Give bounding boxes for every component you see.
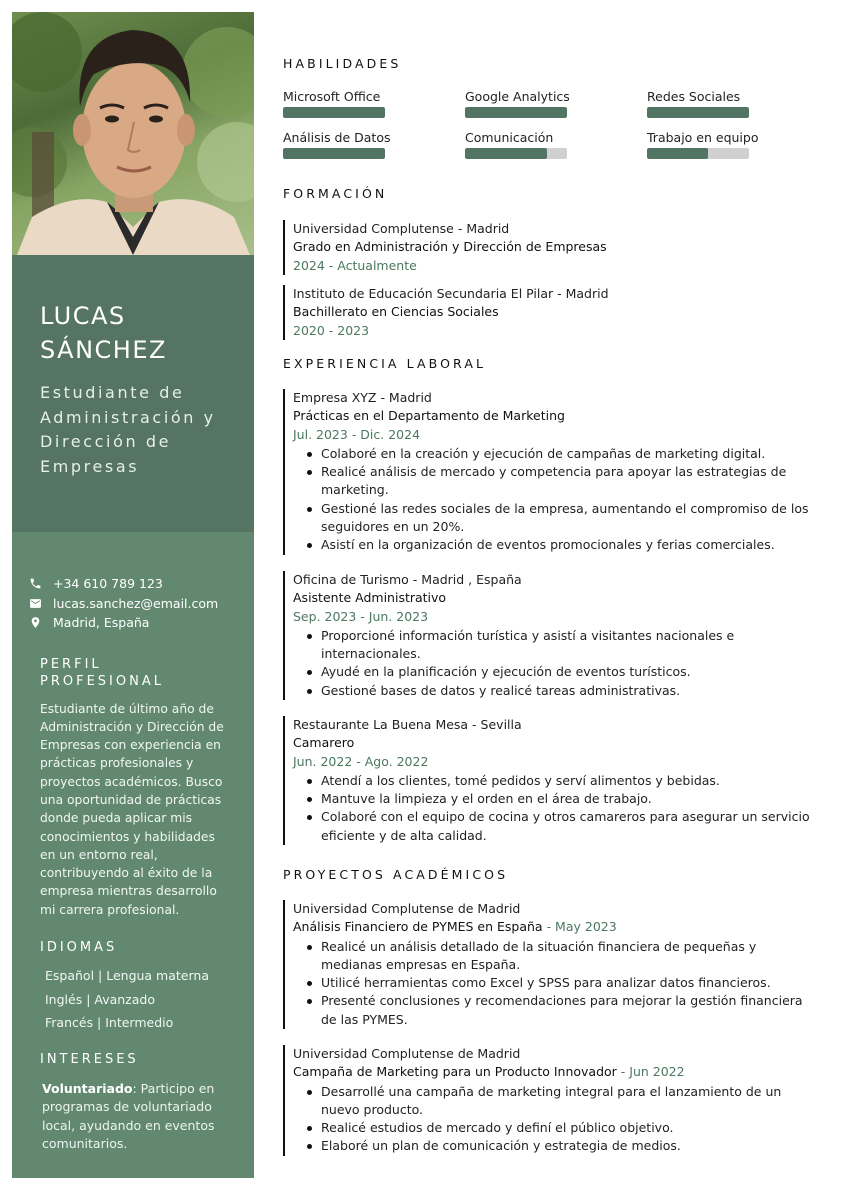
project-title: Análisis Financiero de PYMES en España xyxy=(293,919,543,935)
skill-bar xyxy=(283,107,385,118)
skill-label: Google Analytics xyxy=(465,89,570,104)
skill-bar-fill xyxy=(465,107,567,118)
first-name: LUCAS xyxy=(40,302,126,330)
entry-org: Empresa XYZ - Madrid xyxy=(293,390,432,405)
experiencia-heading: EXPERIENCIA LABORAL xyxy=(283,356,487,371)
intereses-heading: INTERESES xyxy=(40,1051,139,1067)
skill-item xyxy=(465,130,625,159)
entry-org: Universidad Complutense de Madrid xyxy=(293,1046,521,1061)
interest-label: Voluntariado xyxy=(42,1080,133,1096)
skill-bar-fill xyxy=(647,148,708,159)
interest-description: : Participo en programas de voluntariado local, ayudando en eventos comunitarios. xyxy=(42,1080,215,1152)
idiomas-list xyxy=(28,964,254,1035)
skill-bar-fill xyxy=(465,148,547,159)
habilidades-heading: HABILIDADES xyxy=(283,56,402,71)
bullet-item: Ayudé en la planificación y ejecución de eventos turísticos. xyxy=(305,663,815,681)
bullet-item: Mantuve la limpieza y el orden en el área de trabajo. xyxy=(305,790,815,808)
language-item: Francés | Intermedio xyxy=(45,1015,174,1031)
entry-title: Grado en Administración y Dirección de Empresas xyxy=(293,239,607,255)
entry-title xyxy=(293,1063,823,1081)
contact-location xyxy=(28,613,254,633)
idiomas-heading: IDIOMAS xyxy=(40,940,118,956)
bullet-item: Realicé estudios de mercado y definí el público objetivo. xyxy=(305,1119,815,1137)
entry-date: 2024 - Actualmente xyxy=(293,257,417,273)
entry-date: Sep. 2023 - Jun. 2023 xyxy=(293,608,429,624)
email-icon xyxy=(28,596,42,610)
skill-item xyxy=(283,89,443,118)
skill-bar xyxy=(647,148,749,159)
skill-label: Análisis de Datos xyxy=(283,130,391,145)
experience-entry xyxy=(283,389,823,555)
bullet-item: Proporcioné información turística y asistí a visitantes nacionales e internacionales. xyxy=(305,627,815,664)
experience-entry xyxy=(283,716,823,845)
education-entry xyxy=(283,285,823,340)
bullet-item: Elaboré un plan de comunicación y estrategia de medios. xyxy=(305,1137,815,1155)
skill-bar xyxy=(283,148,385,159)
location-text: Madrid, España xyxy=(53,615,150,631)
entry-org: Universidad Complutense de Madrid xyxy=(293,901,521,916)
perfil-heading: PERFIL PROFESIONAL xyxy=(40,656,164,689)
intereses-text xyxy=(42,1080,227,1154)
skill-label: Microsoft Office xyxy=(283,89,381,104)
project-title: Campaña de Marketing para un Producto Innovador xyxy=(293,1064,617,1080)
bullet-item: Utilicé herramientas como Excel y SPSS para analizar datos financieros. xyxy=(305,974,815,992)
entry-org: Instituto de Educación Secundaria El Pilar - Madrid xyxy=(293,286,609,301)
profile-photo-illustration xyxy=(12,12,254,255)
entry-bullets xyxy=(305,627,823,700)
language-item: Español | Lengua materna xyxy=(45,968,209,984)
entry-bullets xyxy=(305,938,823,1029)
contact-phone[interactable] xyxy=(28,574,254,594)
entry-bullets xyxy=(305,772,823,845)
project-entry xyxy=(283,900,823,1029)
language-item: Inglés | Avanzado xyxy=(45,991,155,1007)
project-date: - May 2023 xyxy=(542,919,617,935)
entry-org: Oficina de Turismo - Madrid , España xyxy=(293,572,522,587)
skill-item xyxy=(465,89,625,118)
entry-title: Asistente Administrativo xyxy=(293,590,447,606)
entry-title: Camarero xyxy=(293,735,355,751)
main-content xyxy=(283,0,828,1190)
bullet-item: Atendí a los clientes, tomé pedidos y serví alimentos y bebidas. xyxy=(305,772,815,790)
entry-title xyxy=(293,918,823,936)
bullet-item: Realicé un análisis detallado de la situación financiera de pequeñas y medianas empresas en España. xyxy=(305,938,815,975)
skill-item xyxy=(283,130,443,159)
skill-label: Redes Sociales xyxy=(647,89,741,104)
entry-title: Prácticas en el Departamento de Marketing xyxy=(293,408,565,424)
location-pin-icon xyxy=(28,616,42,630)
perfil-text: Estudiante de último año de Administración y Dirección de Empresas con experiencia en prácticas profesionales y proyectos académicos. Busco una oportunidad de prácticas donde pueda aplicar mis conocimientos y habilidades en un entorno real, contribuyendo al éxito de la empresa mientras desarrollo mi carrera profesional. xyxy=(40,701,224,917)
skill-label: Comunicación xyxy=(465,130,554,145)
entry-bullets xyxy=(305,1083,823,1156)
info-block xyxy=(12,532,254,1178)
formacion-heading: FORMACIÓN xyxy=(283,186,388,201)
contact-email[interactable] xyxy=(28,594,254,614)
project-date: - Jun 2022 xyxy=(616,1064,685,1080)
experience-entry xyxy=(283,571,823,700)
project-entry xyxy=(283,1045,823,1156)
skill-item xyxy=(647,130,807,159)
entry-date: Jul. 2023 - Dic. 2024 xyxy=(293,426,421,442)
skill-bar-fill xyxy=(647,107,749,118)
bullet-item: Gestioné bases de datos y realicé tareas administrativas. xyxy=(305,682,815,700)
entry-org: Universidad Complutense - Madrid xyxy=(293,221,510,236)
bullet-item: Asistí en la organización de eventos promocionales y ferias comerciales. xyxy=(305,536,815,554)
bullet-item: Colaboré con el equipo de cocina y otros camareros para asegurar un servicio eficiente y de alta calidad. xyxy=(305,808,815,845)
entry-bullets xyxy=(305,445,823,555)
skill-bar-fill xyxy=(283,148,385,159)
bullet-item: Colaboré en la creación y ejecución de campañas de marketing digital. xyxy=(305,445,815,463)
proyectos-heading: PROYECTOS ACADÉMICOS xyxy=(283,867,509,882)
email-text: lucas.sanchez@email.com xyxy=(53,595,219,611)
skill-label: Trabajo en equipo xyxy=(647,130,759,145)
bullet-item: Desarrollé una campaña de marketing integral para el lanzamiento de un nuevo producto. xyxy=(305,1083,815,1120)
bullet-item: Realicé análisis de mercado y competencia para apoyar las estrategias de marketing. xyxy=(305,463,815,500)
bullet-item: Presenté conclusiones y recomendaciones para mejorar la gestión financiera de las PYMES. xyxy=(305,992,815,1029)
bullet-item: Gestioné las redes sociales de la empresa, aumentando el compromiso de los seguidores en un 20%. xyxy=(305,500,815,537)
skill-bar xyxy=(465,148,567,159)
name-block xyxy=(12,255,254,532)
phone-icon xyxy=(28,577,42,591)
education-entry xyxy=(283,220,823,275)
phone-text: +34 610 789 123 xyxy=(53,576,163,592)
skill-item xyxy=(647,89,807,118)
skill-bar-fill xyxy=(283,107,385,118)
sidebar xyxy=(12,12,254,1178)
skill-bar xyxy=(465,107,567,118)
profile-photo xyxy=(12,12,254,255)
entry-date: Jun. 2022 - Ago. 2022 xyxy=(293,753,429,769)
entry-date: 2020 - 2023 xyxy=(293,322,370,338)
entry-title: Bachillerato en Ciencias Sociales xyxy=(293,304,499,320)
role-title: Estudiante de Administración y Dirección de Empresas xyxy=(40,383,216,476)
entry-org: Restaurante La Buena Mesa - Sevilla xyxy=(293,717,522,732)
skill-bar xyxy=(647,107,749,118)
last-name: SÁNCHEZ xyxy=(40,336,167,364)
